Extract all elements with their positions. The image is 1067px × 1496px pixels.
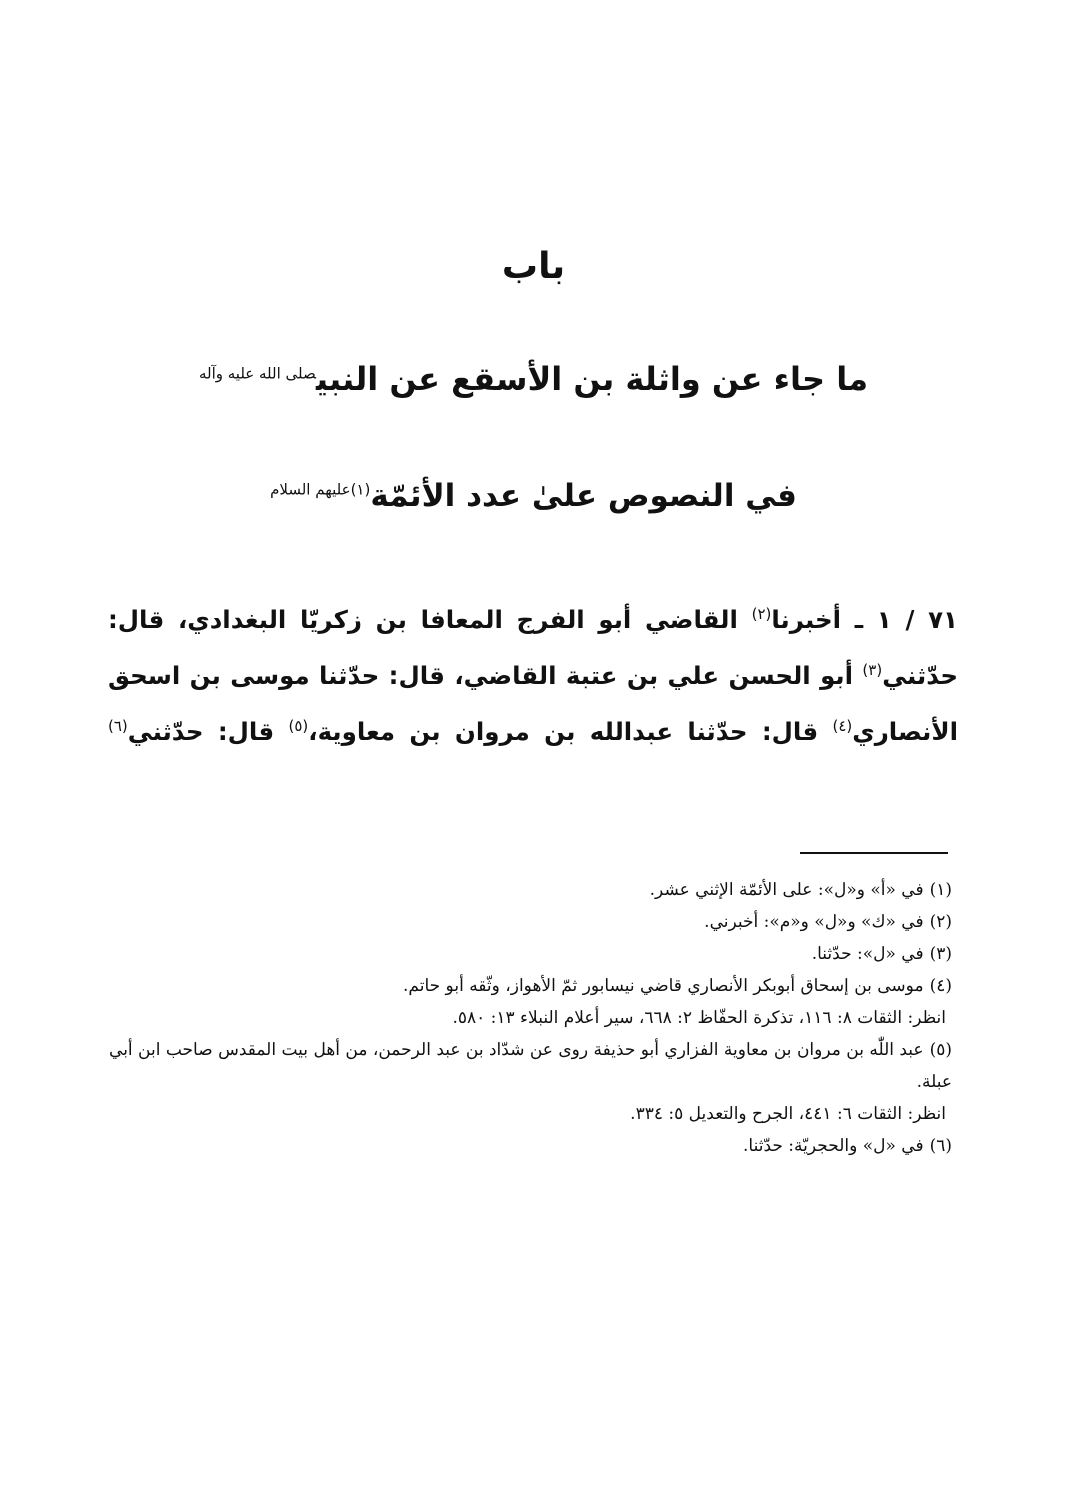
footnote-item [108,1098,952,1130]
footnote-item [108,938,952,970]
footnote-text: في «أ» و«ل»: على الأئمّة الإثني عشر. [649,880,924,900]
footnote-ref: (٦) [108,716,128,735]
footnote-number: (٢) [929,912,952,932]
hadith-segment: قال: حدّثني [127,717,289,746]
footnote-ref: (١) [350,480,371,499]
footnote-text: في «ك» و«ل» و«م»: أخبرني. [704,912,924,932]
footnote-item [108,874,952,906]
footnote-number: (٤) [929,976,952,996]
footnote-text: موسى بن إسحاق أبوبكر الأنصاري قاضي نيسابور ثمّ الأهواز، وثّقه أبو حاتم. [403,976,924,996]
footnote-text: في «ل»: حدّثنا. [811,944,924,964]
footnote-number: (٥) [929,1040,952,1060]
chapter-label-text: باب [501,246,566,287]
chapter-title [0,360,1067,398]
chapter-title-text: ما جاء عن واثلة بن الأسقع عن النبي [316,360,869,398]
footnote-item [108,1034,952,1098]
footnote-ref: (٤) [832,716,853,735]
chapter-label [0,246,1067,287]
prophet-honorific-icon: صلى الله عليه وآله [198,364,316,383]
footnote-text: انظر: الثقات ٨: ١١٦، تذكرة الحفّاظ ٢: ٦٦٨، سير أعلام النبلاء ١٣: ٥٨٠. [452,1008,946,1028]
footnote-ref: (٣) [862,660,883,679]
footnotes [108,874,952,1162]
footnote-item [108,906,952,938]
footnote-ref: (٢) [751,604,772,623]
footnote-number: (١) [929,880,952,900]
footnote-text: انظر: الثقات ٦: ٤٤١، الجرح والتعديل ٥: ٣٣٤. [630,1104,946,1124]
chapter-subtitle [0,478,1067,514]
imams-honorific-icon: عليهم السلام [270,480,351,499]
hadith-segment: أبو الحسن علي بن عتبة القاضي، قال: حدّثنا موسى بن اسحق الأنصاري [108,661,958,746]
footnote-text: عبد اللّٰه بن مروان بن معاوية الفزاري أبو حذيفة روى عن شدّاد بن عبد الرحمن، من أهل بيت المقدس صاحب ابن أبي عبلة. [109,1040,952,1092]
footnote-item [108,1002,952,1034]
hadith-paragraph [108,592,958,760]
hadith-segment: القاضي أبو الفرج المعافا بن زكريّا البغدادي، قال: حدّثني [108,605,958,690]
hadith-text [108,592,958,760]
footnote-number: (٦) [929,1136,952,1156]
footnote-ref: (٥) [288,716,309,735]
footnote-text: في «ل» والحجريّة: حدّثنا. [743,1136,924,1156]
footnote-item [108,1130,952,1162]
footnote-divider [800,852,948,854]
hadith-segment: قال: حدّثنا عبدالله بن مروان بن معاوية، [308,717,833,746]
chapter-subtitle-text: في النصوص علىٰ عدد الأئمّة [370,478,797,514]
footnote-number: (٣) [929,944,952,964]
hadith-segment: ٧١ / ١ ـ أخبرنا [771,605,958,634]
footnote-item [108,970,952,1002]
